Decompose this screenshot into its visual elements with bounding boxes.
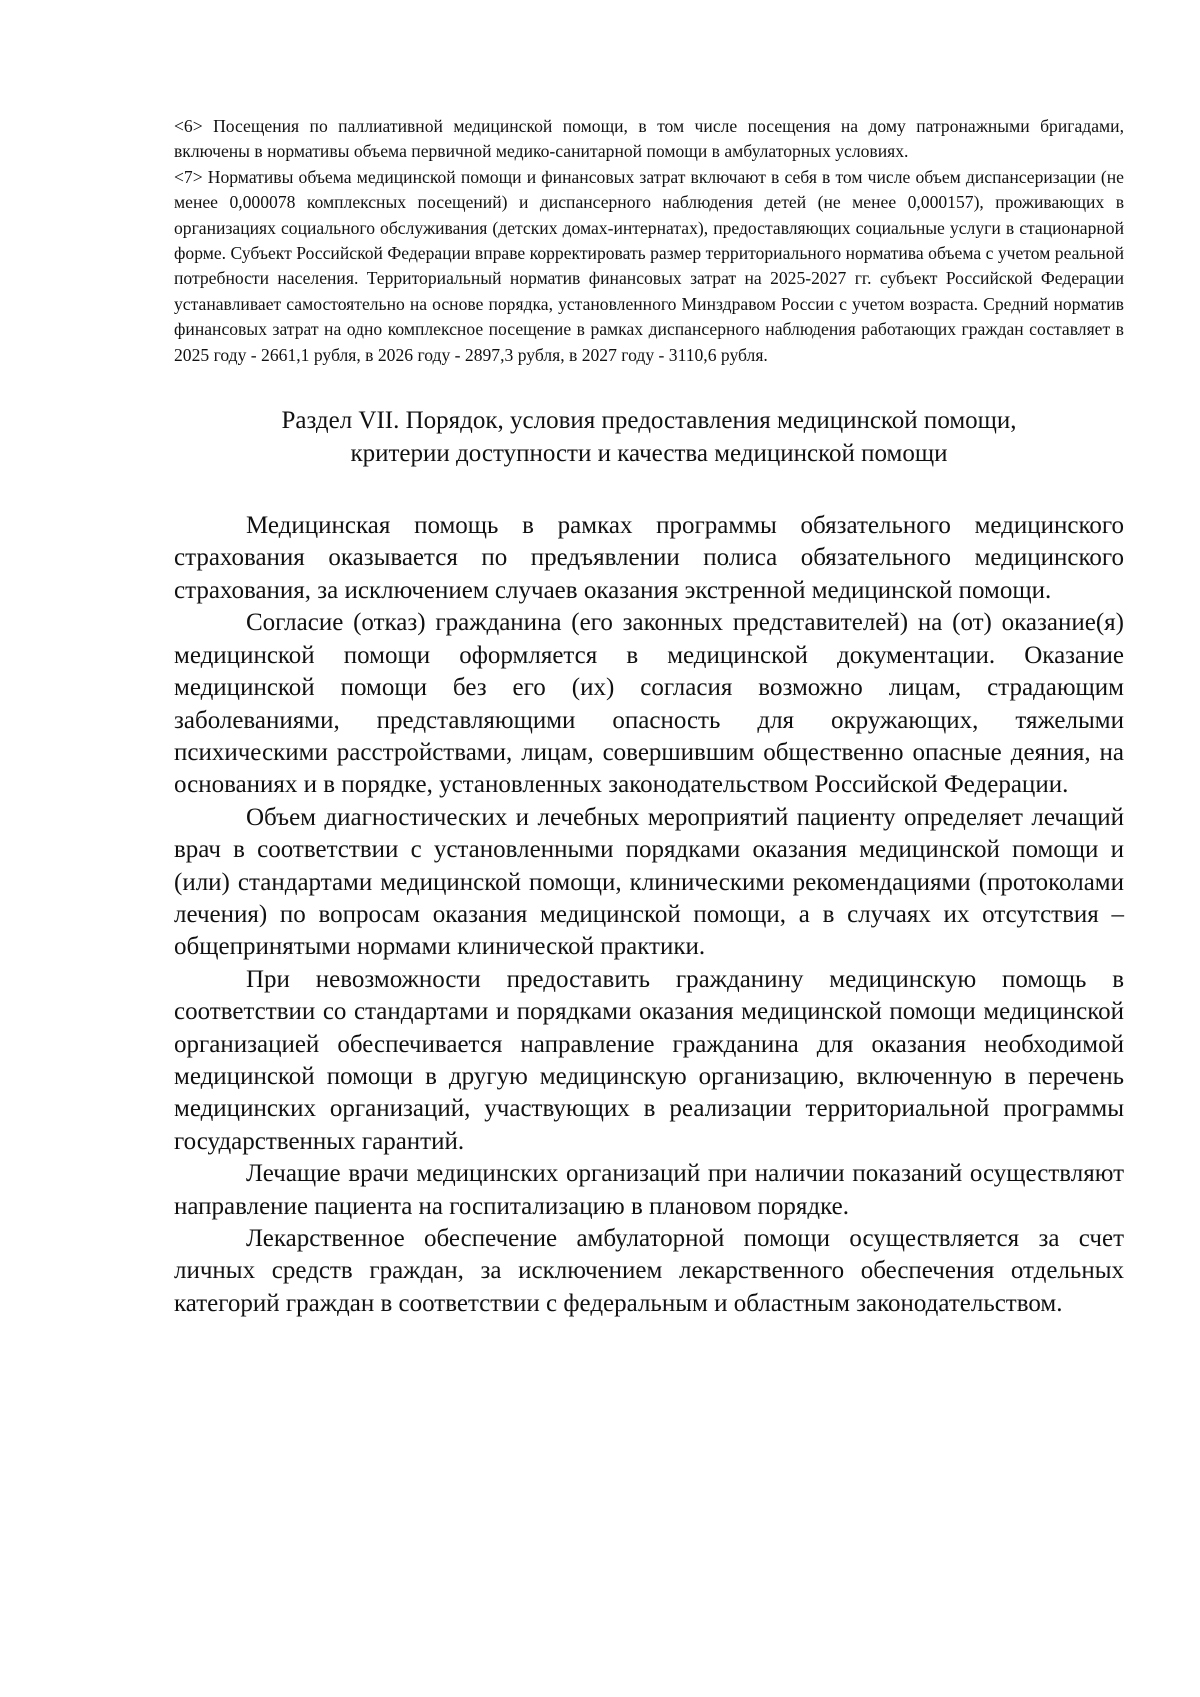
section-heading-line-2: критерии доступности и качества медицинской помощи — [350, 440, 948, 468]
section-body — [174, 510, 1124, 1320]
section-heading-line-1: Раздел VII. Порядок, условия предоставления медицинской помощи, — [281, 407, 1017, 435]
footnote-7: <7> Нормативы объема медицинской помощи и финансовых затрат включают в себя в том числе объем диспансеризации (не менее 0,000078 комплексных посещений) и диспансерного наблюдения детей (не менее 0,000157), проживающих в организациях социального обслуживания (детских домах-интернатах), предоставляющих социальные услуги в стационарной форме. Субъект Российской Федерации вправе корректировать размер территориального норматива объема с учетом реальной потребности населения. Территориальный норматив финансовых затрат на 2025-2027 гг. субъект Российской Федерации устанавливает самостоятельно на основе порядка, установленного Минздравом России с учетом возраста. Средний норматив финансовых затрат на одно комплексное посещение в рамках диспансерного наблюдения работающих граждан составляет в 2025 году - 2661,1 рубля, в 2026 году - 2897,3 рубля, в 2027 году - 3110,6 рубля. — [174, 166, 1124, 365]
footnotes-block — [174, 114, 1124, 368]
document-page — [174, 114, 1124, 1320]
paragraph-oms-policy: Медицинская помощь в рамках программы обязательного медицинского страхования оказывается по предъявлении полиса обязательного медицинского страхования, за исключением случаев оказания экстренной медицинской помощи. — [174, 512, 1124, 604]
paragraph-hospitalization: Лечащие врачи медицинских организаций при наличии показаний осуществляют направление пациента на госпитализацию в плановом порядке. — [174, 1160, 1124, 1220]
paragraph-referral: При невозможности предоставить гражданину медицинскую помощь в соответствии со стандартами и порядками оказания медицинской помощи медицинской организацией обеспечивается направление гражданина для оказания необходимой медицинской помощи в другую медицинскую организацию, включенную в перечень медицинских организаций, участвующих в реализации территориальной программы государственных гарантий. — [174, 965, 1124, 1155]
paragraph-drug-provision: Лекарственное обеспечение амбулаторной помощи осуществляется за счет личных средств граждан, за исключением лекарственного обеспечения отдельных категорий граждан в соответствии с федеральным и областным законодательством. — [174, 1225, 1124, 1317]
footnote-6: <6> Посещения по паллиативной медицинской помощи, в том числе посещения на дому патронажными бригадами, включены в нормативы объема первичной медико-санитарной помощи в амбулаторных условиях. — [174, 116, 1124, 162]
section-heading — [174, 404, 1124, 470]
paragraph-treatment-volume: Объем диагностических и лечебных мероприятий пациенту определяет лечащий врач в соответствии с установленными порядками оказания медицинской помощи и (или) стандартами медицинской помощи, клиническими рекомендациями (протоколами лечения) по вопросам оказания медицинской помощи, а в случаях их отсутствия – общепринятыми нормами клинической практики. — [174, 803, 1124, 961]
paragraph-consent: Согласие (отказ) гражданина (его законных представителей) на (от) оказание(я) медицинской помощи оформляется в медицинской документации. Оказание медицинской помощи без его (их) согласия возможно лицам, страдающим заболеваниями, представляющими опасность для окружающих, тяжелыми психическими расстройствами, лицам, совершившим общественно опасные деяния, на основаниях и в порядке, установленных законодательством Российской Федерации. — [174, 609, 1124, 799]
